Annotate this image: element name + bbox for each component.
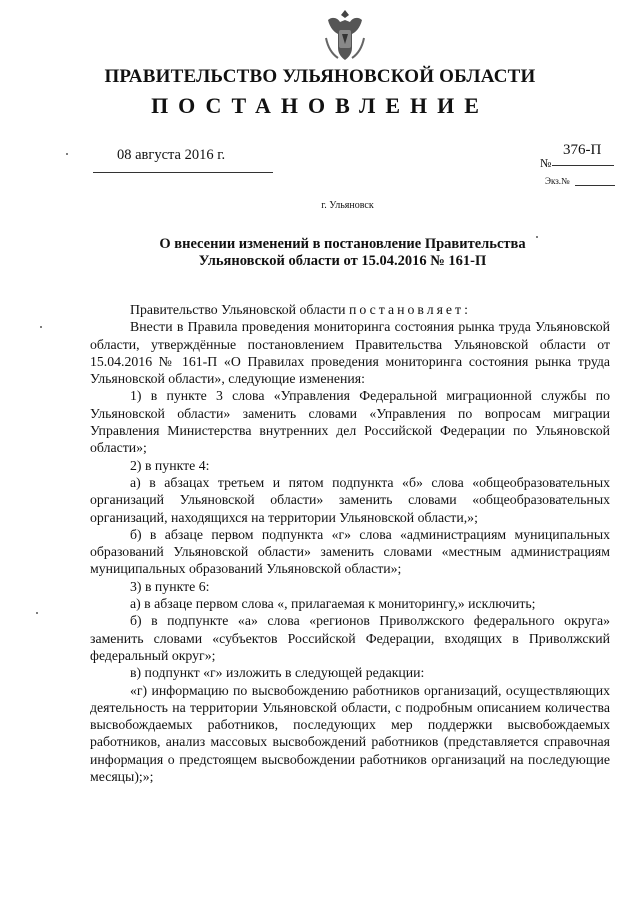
document-city: г. Ульяновск — [321, 200, 374, 211]
intro-prefix: Правительство Ульяновской области — [130, 302, 346, 317]
document-type: ПОСТАНОВЛЕНИЕ — [151, 93, 489, 118]
paragraph-quoted-g: «г) информацию по высвобождению работников организаций, осуществляющих деятельность на территории Ульяновской области, с подробным описанием количества высвобождаемых работников, последующих мер поддержки высвобождаемых работников, анализ массовых высвобождений работников (представляется справочная информация о предстоящем высвобождении работников организаций на последующие месяцы);»; — [90, 682, 610, 785]
copy-number-label: Экз.№ — [545, 176, 570, 186]
paragraph-main: Внести в Правила проведения мониторинга состояния рынка труда Ульяновской области, утверждённые постановлением Правительства Ульяновской области от 15.04.2016 № 161-П «О Правилах проведения мониторинга состояния рынка труда Ульяновской области», следующие изменения: — [90, 319, 610, 387]
intro-decree-word: постановляет: — [349, 302, 471, 317]
document-body — [90, 301, 610, 785]
paragraph-item-2: 2) в пункте 4: — [130, 457, 210, 473]
paragraph-item-3v: в) подпункт «г» изложить в следующей редакции: — [130, 665, 425, 681]
paragraph-item-2a: а) в абзацах третьем и пятом подпункта «б» слова «общеобразовательных организаций Ульяновской области» заменить словами «общеобразовательных организаций, находящихся на территории Ульяновской области,»; — [90, 474, 610, 525]
paragraph-item-3b: б) в подпункте «а» слова «регионов Приволжского федерального округа» заменить словами «субъектов Российской Федерации, входящих в Приволжский федеральный округ»; — [90, 613, 610, 663]
government-name: ПРАВИТЕЛЬСТВО УЛЬЯНОВСКОЙ ОБЛАСТИ — [104, 66, 536, 87]
scan-speck — [36, 612, 38, 614]
number-underline — [552, 165, 614, 166]
paragraph-item-2b: б) в абзаце первом подпункта «г» слова «администрациям муниципальных образований Ульяновской области» заменить словами «местным администрациям муниципальных образований Ульяновской области»; — [90, 526, 610, 577]
scan-speck — [536, 236, 538, 238]
document-title — [0, 236, 640, 270]
date-underline — [93, 172, 273, 173]
paragraph-item-3: 3) в пункте 6: — [130, 578, 210, 594]
scan-speck — [66, 153, 68, 155]
document-number: 376-П — [563, 142, 602, 158]
paragraph-item-3a: а) в абзаце первом слова «, прилагаемая к мониторингу,» исключить; — [130, 596, 536, 612]
title-line-1: О внесении изменений в постановление Правительства — [159, 236, 526, 252]
copy-number-underline — [575, 185, 615, 186]
intro-paragraph — [90, 301, 610, 318]
scan-speck — [40, 326, 42, 328]
coat-of-arms-emblem — [322, 8, 368, 62]
number-sign: № — [540, 156, 552, 170]
paragraph-item-1: 1) в пункте 3 слова «Управления Федеральной миграционной службы по Ульяновской области» заменить словами «Управления по вопросам миграции Управления Министерства внутренних дел Российской Федерации по Ульяновской области»; — [90, 388, 610, 456]
title-line-2: Ульяновской области от 15.04.2016 № 161-П — [198, 253, 487, 269]
document-date: 08 августа 2016 г. — [117, 147, 226, 163]
